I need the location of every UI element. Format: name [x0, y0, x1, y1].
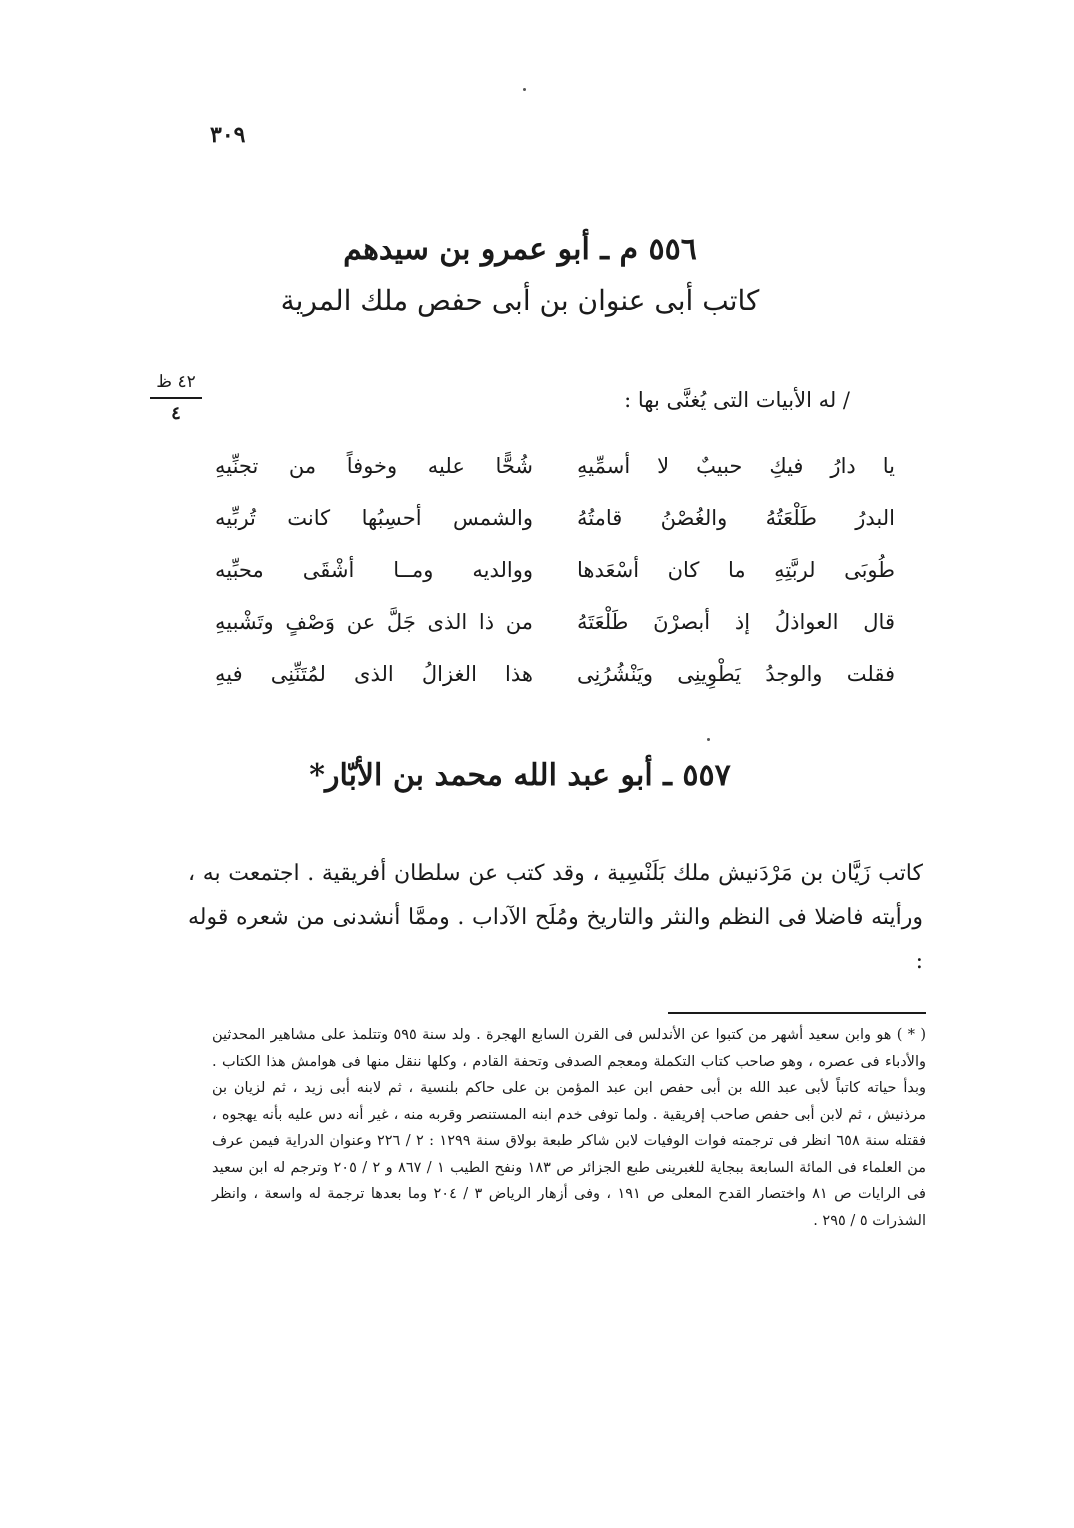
- entry-556-poem: [215, 440, 895, 700]
- verse-first-hemistich: طُوبَى لربَّتِهِ ما كان أسْعَدها: [577, 558, 895, 582]
- footnote-separator: [668, 1012, 926, 1014]
- poem-verse: [215, 492, 895, 544]
- page-number: ٣٠٩: [210, 122, 246, 148]
- print-speck: [707, 738, 710, 741]
- footnote-text: ( * ) هو وابن سعيد أشهر من كتبوا عن الأندلس فى القرن السابع الهجرة . ولد سنة ٥٩٥ وتتلمذ على مشاهير المحدثين والأدباء فى عصره ، وهو صاحب كتاب التكملة ومعجم الصدفى وتحفة القادم ، وكلها ننقل منها فى هوامش هذا الكتاب . وبدأ حياته كاتباً لأبى عبد الله بن أبى حفص ابن عبد المؤمن بن على حاكم بلنسية ، ثم لابنه أبى زيد ، ثم لزيان بن مرذنيش ، ثم لابن أبى حفص صاحب إفريقية . ولما توفى خدم ابنه المستنصر وقربه منه ، غير أنه دس عليه بأنه يهجوه ، فقتله سنة ٦٥٨ انظر فى ترجمته فوات الوفيات لابن شاكر طبعة بولاق سنة ١٢٩٩ : ٢ / ٢٢٦ وعنوان الدراية فيمن عرف من العلماء فى المائة السابعة ببجاية للغبرينى طبع الجزائر ص ١٨٣ ونفح الطيب ١ / ٨٦٧ و ٢ / ٢٠٥ وترجم له ابن سعيد فى الرايات ص ٨١ واختصار القدح المعلى ص ١٩١ ، وفى أزهار الرياض ٣ / ٢٠٤ وما بعدها ترجمة له واسعة ، وانظر الشذرات ٥ / ٢٩٥ .: [212, 1027, 927, 1229]
- entry-557-title: ٥٥٧ ـ أبو عبد الله محمد بن الأبّار*: [309, 758, 731, 793]
- entry-557-paragraph: كاتب زَيَّان بن مَرْدَنيش ملك بَلَنْسِية ، وقد كتب عن سلطان أفريقية . اجتمعت به ، ورأيته فاضلا فى النظم والنثر والتاريخ ومُلَح الآداب . وممَّا أنشدنى من شعره قوله :: [188, 861, 923, 974]
- poem-verse: [215, 440, 895, 492]
- print-speck: [523, 88, 526, 91]
- verse-first-hemistich: البدرُ طَلْعَتُهُ والغُصْنُ قامتُهُ: [577, 506, 895, 530]
- poem-verse: [215, 596, 895, 648]
- entry-557-heading: [150, 752, 890, 800]
- verse-first-hemistich: قال العواذلُ إذ أبصرْنَ طَلْعَتَهُ: [577, 610, 895, 634]
- entry-556-heading: [150, 226, 890, 324]
- verse-first-hemistich: يا دارُ فيكِ حبيبٌ لا أسمِّيهِ: [577, 454, 895, 478]
- verse-first-hemistich: فقلت والوجدُ يَطْوِينِى ويَنْشُرُنِى: [577, 662, 895, 686]
- verse-second-hemistich: والشمس أحسِبُها كانت تُربِّيه: [215, 506, 533, 530]
- verse-second-hemistich: شُحًّا عليه وخوفاً من تجنِّيهِ: [215, 454, 533, 478]
- poem-verse: [215, 544, 895, 596]
- verse-second-hemistich: من ذا الذى جَلَّ عن وَصْفٍ وتَشْبيهِ: [215, 610, 533, 634]
- entry-556-subtitle: كاتب أبى عنوان بن أبى حفص ملك المرية: [280, 284, 760, 317]
- folio-divider: [150, 397, 202, 399]
- folio-number: ٤: [171, 403, 181, 424]
- entry-556-intro: / له الأبيات التى يُغنَّى بها :: [624, 388, 850, 412]
- entry-556-title: ٥٥٦ م ـ أبو عمرو بن سيدهم: [343, 232, 697, 267]
- folio-reference: ٤٢ ظ: [156, 372, 196, 392]
- verse-second-hemistich: ووالديه ومــا أشْقَى محبِّيه: [215, 558, 533, 582]
- poem-verse: [215, 648, 895, 700]
- manuscript-folio-note: [150, 372, 202, 424]
- verse-second-hemistich: هذا الغزالُ الذى لمُتَنِّنِى فيهِ: [215, 662, 533, 686]
